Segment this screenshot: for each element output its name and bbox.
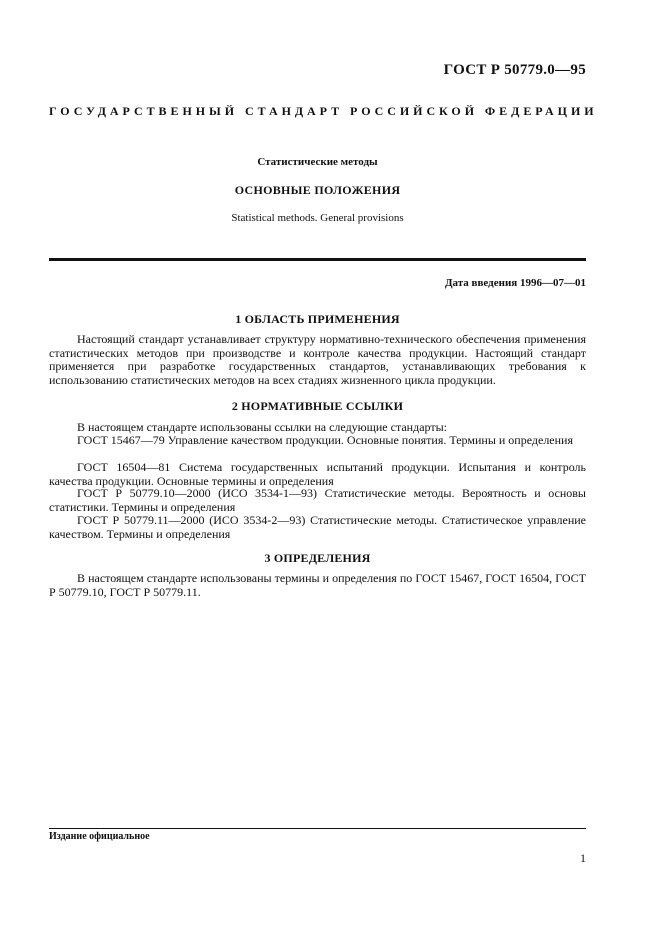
footer-divider <box>49 828 586 829</box>
introduction-date: Дата введения 1996—07—01 <box>444 277 586 289</box>
reference-item: ГОСТ 16504—81 Система государственных испытаний продукции. Испытания и контроль качества продукции. Основные термины и определения <box>49 460 586 488</box>
page-number: 1 <box>580 851 586 865</box>
section-2-heading: 2 НОРМАТИВНЫЕ ССЫЛКИ <box>231 399 404 413</box>
edition-label: Издание официальное <box>49 831 150 842</box>
document-subtitle: Статистические методы <box>257 156 378 168</box>
section-1-heading: 1 ОБЛАСТЬ ПРИМЕНЕНИЯ <box>235 312 400 326</box>
section-2-intro: В настоящем стандарте использованы ссылки на следующие стандарты: <box>77 420 448 434</box>
document-title: ОСНОВНЫЕ ПОЛОЖЕНИЯ <box>234 183 401 197</box>
document-code: ГОСТ Р 50779.0—95 <box>443 62 586 78</box>
section-3-text: В настоящем стандарте использованы термины и определения по ГОСТ 15467, ГОСТ 16504, ГОСТ Р 50779.10, ГОСТ Р 50779.11. <box>49 571 586 599</box>
title-divider <box>49 258 586 261</box>
section-1-text: Настоящий стандарт устанавливает структуру нормативно-технического обеспечения применения статистических методов при производстве и контроле качества продукции. Настоящий стандарт применяется при разработке государственных стандартов, устанавливающих требования к использованию статистических методов на всех стадиях жизненного цикла продукции. <box>49 332 586 387</box>
reference-item: ГОСТ Р 50779.11—2000 (ИСО 3534-2—93) Статистические методы. Статистическое управление качеством. Термины и определения <box>49 513 586 541</box>
state-standard-banner: ГОСУДАРСТВЕННЫЙ СТАНДАРТ РОССИЙСКОЙ ФЕДЕРАЦИИ <box>49 104 598 118</box>
reference-item: ГОСТ Р 50779.10—2000 (ИСО 3534-1—93) Статистические методы. Вероятность и основы статистики. Термины и определения <box>49 486 586 514</box>
section-3-heading: 3 ОПРЕДЕЛЕНИЯ <box>264 551 371 565</box>
reference-item: ГОСТ 15467—79 Управление качеством продукции. Основные понятия. Термины и определения <box>77 433 573 447</box>
english-title: Statistical methods. General provisions <box>231 212 404 224</box>
